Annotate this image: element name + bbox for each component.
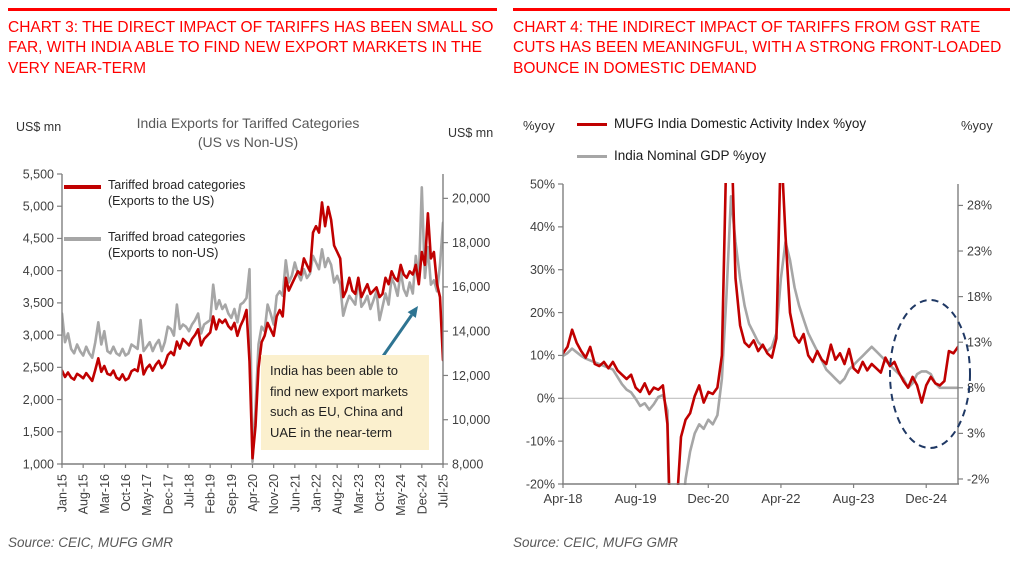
legend-line: Tariffed broad categories	[108, 178, 246, 192]
svg-text:14,000: 14,000	[452, 324, 491, 339]
svg-text:3%: 3%	[967, 426, 986, 441]
svg-text:5,000: 5,000	[22, 199, 54, 214]
svg-text:Oct-23: Oct-23	[373, 474, 387, 512]
svg-text:18%: 18%	[967, 289, 993, 304]
svg-text:2,500: 2,500	[22, 360, 54, 375]
svg-text:-2%: -2%	[967, 472, 990, 487]
svg-text:4,500: 4,500	[22, 231, 54, 246]
svg-text:40%: 40%	[529, 220, 555, 235]
left-axis-unit: %yoy	[523, 118, 555, 133]
svg-text:8%: 8%	[967, 381, 986, 396]
chart3-panel	[8, 8, 497, 558]
svg-text:12,000: 12,000	[452, 368, 491, 383]
svg-text:Dec-17: Dec-17	[161, 474, 176, 515]
svg-text:Mar-23: Mar-23	[351, 474, 366, 514]
right-axis-unit: US$ mn	[448, 126, 494, 140]
svg-text:3,500: 3,500	[22, 296, 54, 311]
svg-text:Feb-19: Feb-19	[203, 474, 218, 514]
svg-text:3,000: 3,000	[22, 328, 54, 343]
svg-text:1,500: 1,500	[22, 425, 54, 440]
svg-text:Sep-19: Sep-19	[224, 474, 239, 515]
svg-text:Dec-24: Dec-24	[905, 491, 948, 506]
activity-chart-canvas	[513, 104, 1010, 536]
chart-title-line1: India Exports for Tariffed Categories	[136, 115, 360, 131]
top-rule	[513, 8, 1010, 11]
svg-text:10,000: 10,000	[452, 413, 491, 428]
source-note: Source: CEIC, MUFG GMR	[8, 535, 174, 550]
svg-text:Jul-18: Jul-18	[182, 474, 197, 509]
svg-text:28%: 28%	[967, 198, 993, 213]
svg-text:50%: 50%	[529, 177, 555, 192]
svg-text:Apr-20: Apr-20	[246, 474, 260, 512]
right-axis-unit: %yoy	[961, 118, 993, 133]
svg-text:2,000: 2,000	[22, 392, 54, 407]
svg-text:Jul-25: Jul-25	[436, 474, 451, 509]
legend-label: MUFG India Domestic Activity Index %yoy	[614, 116, 867, 131]
svg-text:1,000: 1,000	[22, 457, 54, 472]
chart-title-line2: (US vs Non-US)	[197, 133, 299, 150]
legend-line: (Exports to the US)	[108, 193, 215, 208]
svg-text:Jan-15: Jan-15	[55, 474, 70, 513]
svg-text:Dec-20: Dec-20	[687, 491, 730, 506]
svg-text:-10%: -10%	[525, 434, 555, 449]
svg-text:Mar-16: Mar-16	[97, 474, 112, 514]
svg-text:Jun-21: Jun-21	[288, 474, 303, 513]
top-rule	[8, 8, 497, 11]
legend-label: India Nominal GDP %yoy	[614, 148, 767, 163]
svg-text:Apr-18: Apr-18	[543, 491, 583, 506]
left-axis-unit: US$ mn	[16, 120, 62, 134]
svg-text:30%: 30%	[529, 263, 555, 278]
svg-text:May-17: May-17	[140, 474, 155, 516]
svg-text:Aug-23: Aug-23	[832, 491, 875, 506]
legend-line: (Exports to non-US)	[108, 245, 219, 260]
svg-text:Nov-20: Nov-20	[267, 474, 282, 515]
source-note: Source: CEIC, MUFG GMR	[513, 535, 679, 550]
svg-text:20,000: 20,000	[452, 191, 491, 206]
svg-text:Aug-15: Aug-15	[76, 474, 91, 515]
svg-text:16,000: 16,000	[452, 280, 491, 295]
svg-text:Oct-16: Oct-16	[119, 474, 133, 512]
panel-title: CHART 4: THE INDIRECT IMPACT OF TARIFFS FROM GST RATE CUTS HAS BEEN MEANINGFUL, WITH A STRONG FRONT-LOADED BOUNCE IN DOMESTIC DEMAND	[513, 19, 1002, 77]
exports-chart-canvas	[8, 104, 497, 536]
exports-chart	[8, 104, 497, 536]
legend-line: Tariffed broad categories	[108, 230, 246, 244]
svg-text:May-24: May-24	[394, 474, 409, 516]
svg-text:18,000: 18,000	[452, 235, 491, 250]
svg-text:8,000: 8,000	[452, 457, 484, 472]
svg-text:4,000: 4,000	[22, 263, 54, 278]
svg-text:Aug-22: Aug-22	[330, 474, 345, 515]
svg-text:Jan-22: Jan-22	[309, 474, 324, 513]
svg-text:23%: 23%	[967, 244, 993, 259]
svg-text:Aug-19: Aug-19	[614, 491, 657, 506]
svg-text:5,500: 5,500	[22, 167, 54, 182]
activity-chart	[513, 104, 1010, 536]
panel-title: CHART 3: THE DIRECT IMPACT OF TARIFFS HAS BEEN SMALL SO FAR, WITH INDIA ABLE TO FIND NEW EXPORT MARKETS IN THE VERY NEAR-TERM	[8, 19, 494, 77]
svg-text:Dec-24: Dec-24	[415, 474, 430, 515]
svg-text:Apr-22: Apr-22	[761, 491, 801, 506]
svg-text:20%: 20%	[529, 305, 555, 320]
svg-text:13%: 13%	[967, 335, 993, 350]
svg-text:0%: 0%	[536, 391, 555, 406]
chart4-panel	[513, 8, 1010, 558]
annotation-box: India has been able to find new export markets such as EU, China and UAE in the near-term	[261, 355, 429, 450]
svg-text:-20%: -20%	[525, 477, 555, 492]
svg-text:10%: 10%	[529, 348, 555, 363]
